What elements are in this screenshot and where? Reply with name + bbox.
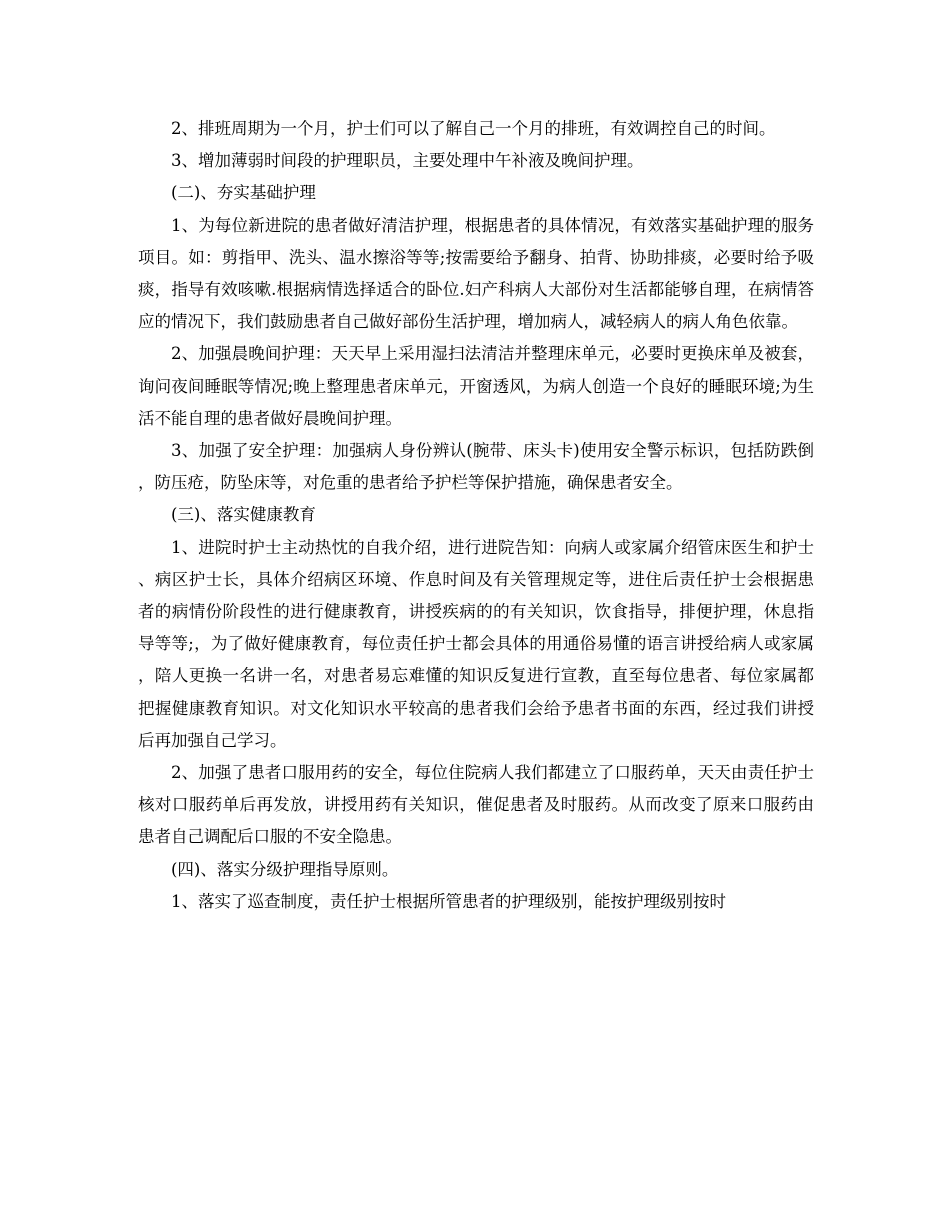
section-heading-graded-care: (四)、落实分级护理指导原则。 [171,859,399,879]
paragraph-morning-evening-care: 2、加强晨晚间护理：天天早上采用湿扫法清洁并整理床单元，必要时更换床单及被套，询问夜间睡眠等情况;晚上整理患者床单元，开窗透风，为病人创造一个良好的睡眠环境;为生活不能自理的患者做好晨晚间护理。 [138,344,814,428]
paragraph-scheduling-cycle: 2、排班周期为一个月，护士们可以了解自己一个月的排班，有效调控自己的时间。 [171,119,776,138]
section-heading-basic-care: (二)、夯实基础护理 [171,183,316,203]
paragraph-staffing: 3、增加薄弱时间段的护理职员，主要处理中午补液及晚间护理。 [171,151,644,171]
paragraph-cleaning-care: 1、为每位新进院的患者做好清洁护理，根据患者的具体情况，有效落实基础护理的服务项目。如：剪指甲、洗头、温水擦浴等等;按需要给予翻身、拍背、协助排痰，必要时给予吸痰，指导有效咳嗽.根据病情选择适合的卧位.妇产科病人大部份对生活都能够自理，在病情答应的情况下，我们鼓励患者自己做好部份生活护理，增加病人，减轻病人的病人角色依靠。 [138,215,814,332]
paragraph-safety-care: 3、加强了安全护理：加强病人身份辨认(腕带、床头卡)使用安全警示标识，包括防跌倒，防压疮，防坠床等，对危重的患者给予护栏等保护措施，确保患者安全。 [138,441,814,493]
document-body [138,113,814,918]
section-heading-health-education: (三)、落实健康教育 [171,505,316,525]
paragraph-oral-medication: 2、加强了患者口服用药的安全，每位住院病人我们都建立了口服药单，天天由责任护士核对口服药单后再发放，讲授用药有关知识，催促患者及时服药。从而改变了原来口服药由患者自己调配后口服的不安全隐患。 [138,763,814,847]
paragraph-admission-introduction: 1、进院时护士主动热忱的自我介绍，进行进院告知：向病人或家属介绍管床医生和护士、病区护士长，具体介绍病区环境、作息时间及有关管理规定等，进住后责任护士会根据患者的病情份阶段性的进行健康教育，讲授疾病的的有关知识，饮食指导，排便护理，休息指导等等;，为了做好健康教育，每位责任护士都会具体的用通俗易懂的语言讲授给病人或家属，陪人更换一名讲一名，对患者易忘难懂的知识反复进行宣教，直至每位患者、每位家属都把握健康教育知识。对文化知识水平较高的患者我们会给予患者书面的东西，经过我们讲授后再加强自己学习。 [138,537,814,750]
paragraph-ward-rounds: 1、落实了巡查制度，责任护士根据所管患者的护理级别，能按护理级别按时 [171,891,726,911]
